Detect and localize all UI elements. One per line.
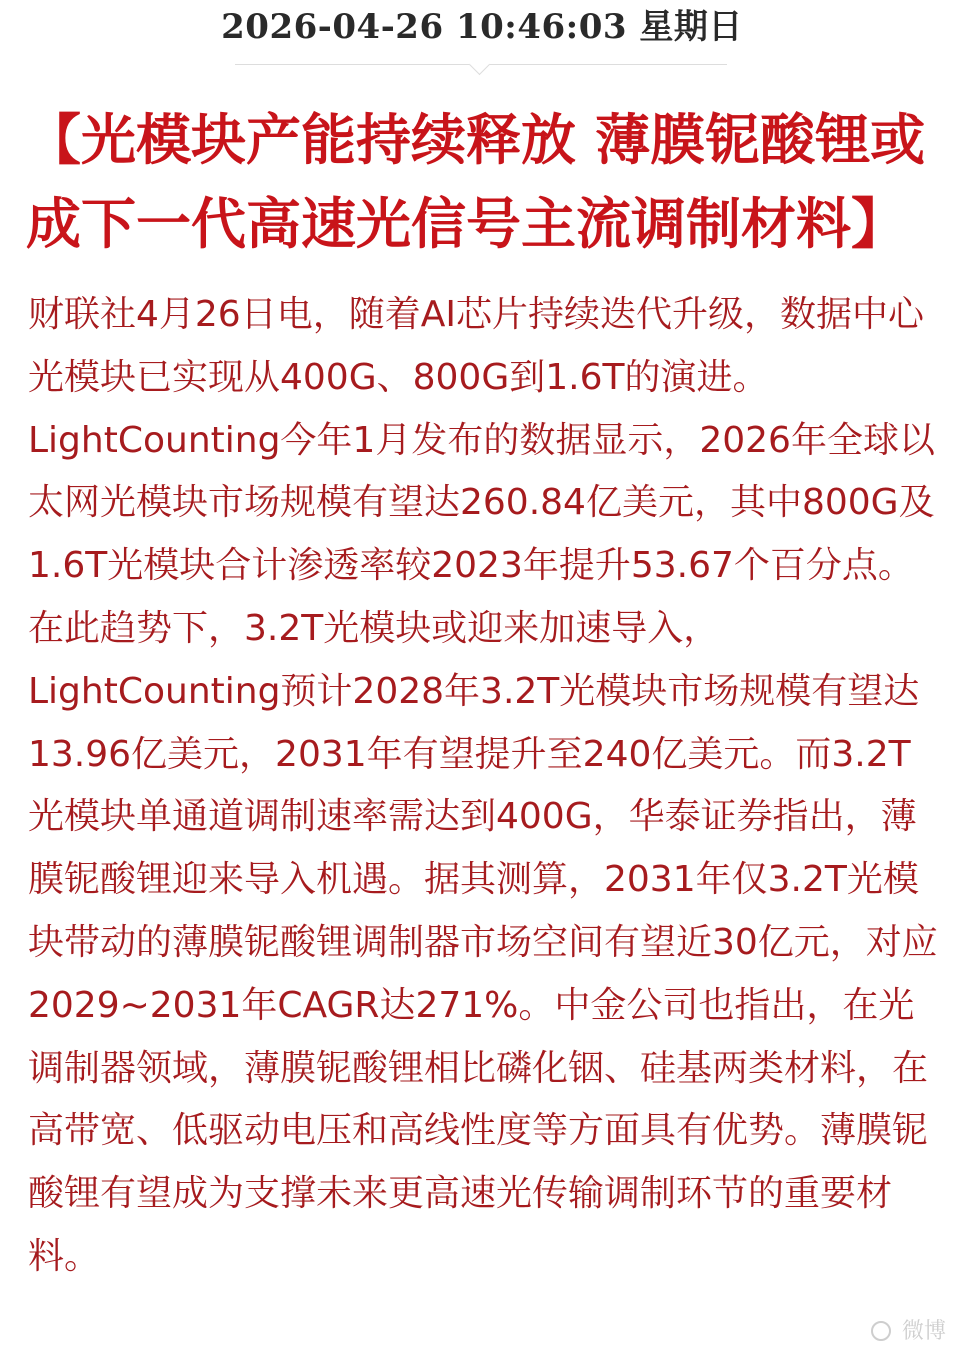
header <box>0 0 964 78</box>
watermark-text: 微博 <box>901 1319 946 1344</box>
datetime: 2026-04-26 10:46:03 星期日 <box>221 7 743 47</box>
article-headline: 【光模块产能持续释放 薄膜铌酸锂或成下一代高速光信号主流调制材料】 <box>26 108 926 256</box>
weibo-logo-icon <box>871 1321 891 1341</box>
watermark <box>871 1318 946 1346</box>
divider-notch <box>469 54 490 75</box>
article-body: 财联社4月26日电，随着AI芯片持续迭代升级，数据中心光模块已实现从400G、800G到1.6T的演进。LightCounting今年1月发布的数据显示，2026年全球以太网光模块市场规模有望达260.84亿美元，其中800G及1.6T光模块合计渗透率较2023年提升53.67个百分点。在此趋势下，3.2T光模块或迎来加速导入，LightCounting预计2028年3.2T光模块市场规模有望达13.96亿美元，2031年有望提升至240亿美元。而3.2T光模块单通道调制速率需达到400G，华泰证券指出，薄膜铌酸锂迎来导入机遇。据其测算，2031年仅3.2T光模块带动的薄膜铌酸锂调制器市场空间有望近30亿元，对应2029~2031年CAGR达271%。中金公司也指出，在光调制器领域，薄膜铌酸锂相比磷化铟、硅基两类材料，在高带宽、低驱动电压和高线性度等方面具有优势。薄膜铌酸锂有望成为支撑未来更高速光传输调制环节的重要材料。 <box>28 294 938 1277</box>
